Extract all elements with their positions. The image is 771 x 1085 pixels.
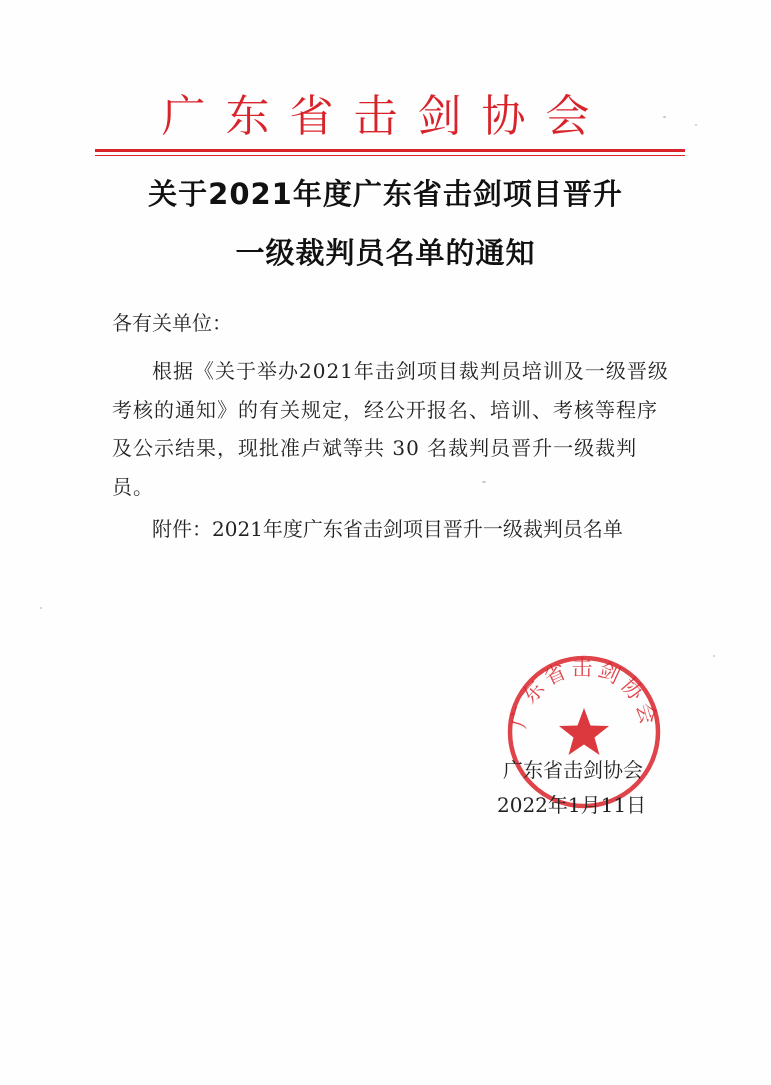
signature-org: 广东省击剑协会 (503, 758, 643, 782)
scan-speck (713, 655, 715, 657)
scan-speck (40, 607, 42, 609)
salutation: 各有关单位： (112, 311, 232, 335)
document-title-line-2: 一级裁判员名单的通知 (235, 236, 536, 270)
org-header: 广东省击剑协会 (161, 91, 610, 142)
header-rule-thin (95, 155, 685, 156)
header-rule-thick (95, 149, 685, 152)
document-title-line-1: 关于2021年度广东省击剑项目晋升 (148, 177, 623, 211)
official-seal-icon (504, 652, 664, 812)
seal-text: 广东省击剑协会 (506, 655, 662, 731)
attachment-line: 附件：2021年度广东省击剑项目晋升一级裁判员名单 (152, 517, 623, 541)
scan-speck (663, 116, 666, 118)
scan-speck (482, 481, 486, 483)
signature-date: 2022年1月11日 (497, 793, 647, 817)
scan-speck (695, 124, 697, 126)
body-paragraph: 根据《关于举办2021年击剑项目裁判员培训及一级晋级考核的通知》的有关规定，经公开报名、培训、考核等程序及公示结果，现批准卢斌等共 30 名裁判员晋升一级裁判员。 (112, 359, 669, 499)
